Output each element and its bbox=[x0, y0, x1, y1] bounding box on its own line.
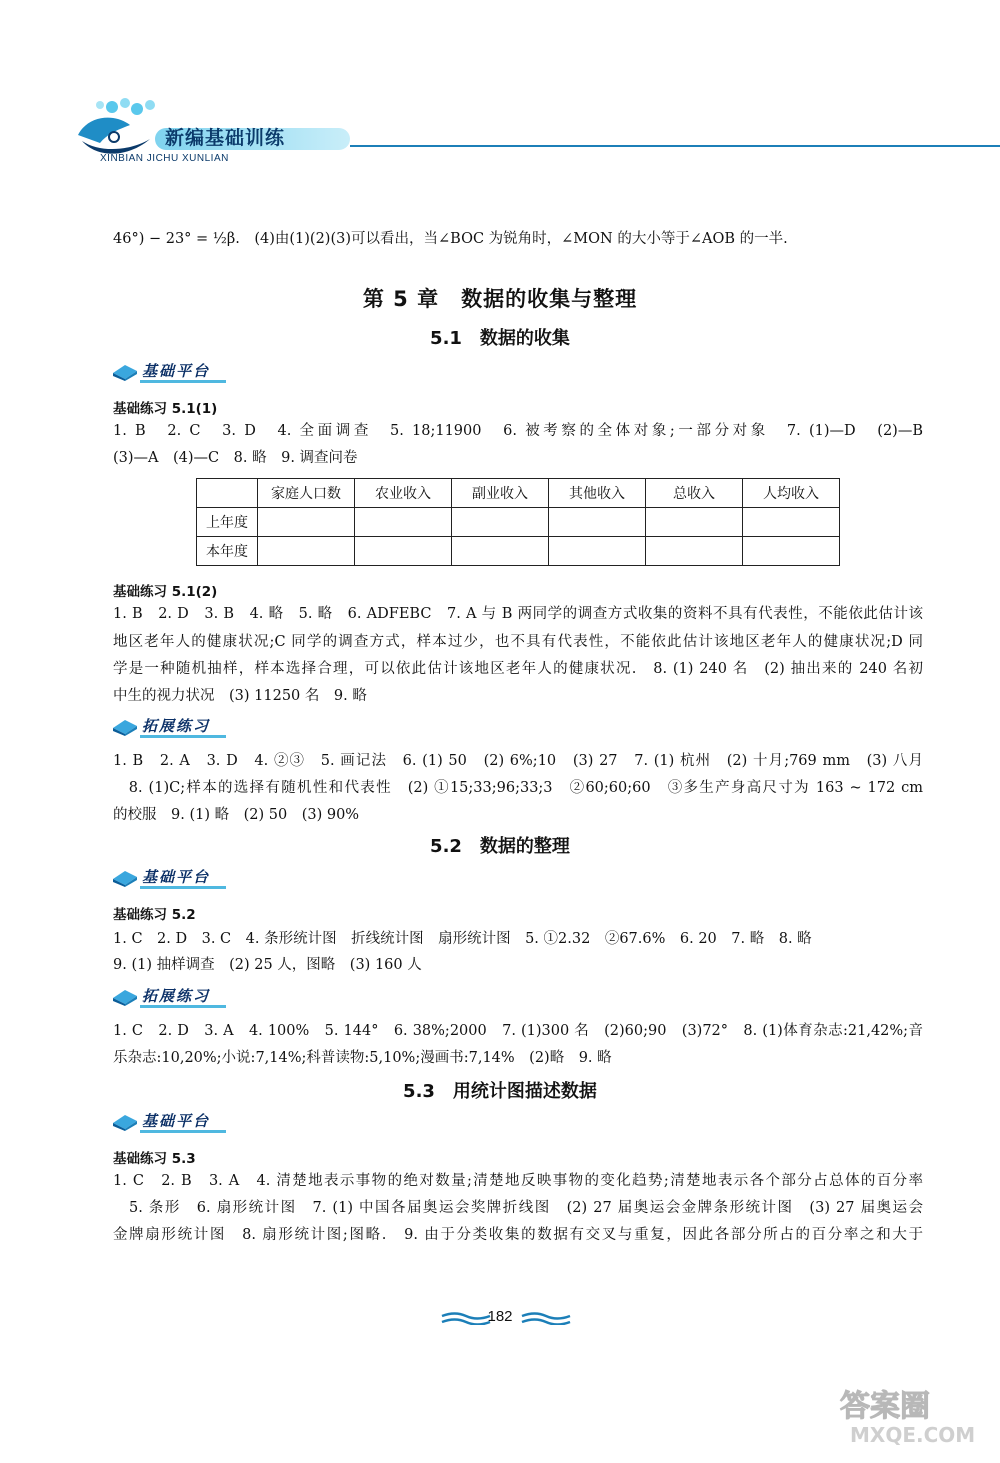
page-header bbox=[70, 95, 1000, 175]
header-rule bbox=[350, 145, 1000, 147]
table-header-row bbox=[197, 479, 840, 508]
book-icon bbox=[112, 361, 138, 381]
answer-line: 1. C 2. D 3. A 4. 100% 5. 144° 6. 38%;2000 7. (1)300 名 (2)60;90 (3)72° 8. (1)体育杂志:21,42%;音 bbox=[113, 1023, 923, 1039]
answer-line: 1. B 2. A 3. D 4. ②③ 5. 画记法 6. (1) 50 (2) 6%;10 (3) 27 7. (1) 杭州 (2) 十月;769 mm (3) 八月 bbox=[113, 753, 923, 769]
table-row-label: 本年度 bbox=[197, 537, 258, 566]
exercise-heading: 基础练习 5.1(1) bbox=[113, 401, 218, 417]
answer-line: 乐杂志:10,20%;小说:7,14%;科普读物:5,10%;漫画书:7,14% (2)略 9. 略 bbox=[113, 1050, 612, 1066]
survey-table bbox=[196, 478, 840, 566]
answer-line: (3)—A (4)—C 8. 略 9. 调查问卷 bbox=[113, 450, 358, 466]
answer-line: 中生的视力状况 (3) 11250 名 9. 略 bbox=[113, 688, 367, 704]
wave-right-icon bbox=[520, 1311, 572, 1325]
section-title-5-2: 5.2 数据的整理 bbox=[430, 836, 570, 857]
answer-line: 5. 条形 6. 扇形统计图 7. (1) 中国各届奥运会奖牌折线图 (2) 27 届奥运会金牌条形统计图 (3) 27 届奥运会 bbox=[113, 1200, 923, 1216]
table-header-cell: 家庭人口数 bbox=[258, 479, 355, 508]
watermark-logo bbox=[820, 1380, 980, 1450]
table-row bbox=[197, 508, 840, 537]
badge-underline bbox=[140, 1005, 226, 1008]
table-header-cell bbox=[197, 479, 258, 508]
continued-answer: 46°) − 23° = ½β. (4)由(1)(2)(3)可以看出，当∠BOC 为锐角时，∠MON 的大小等于∠AOB 的一半. bbox=[113, 231, 788, 247]
svg-text:MXQE.COM: MXQE.COM bbox=[850, 1423, 976, 1447]
series-title: 新编基础训练 bbox=[165, 127, 286, 149]
table-header-cell: 人均收入 bbox=[743, 479, 840, 508]
series-subtitle: XINBIAN JICHU XUNLIAN bbox=[100, 153, 229, 164]
exercise-heading: 基础练习 5.3 bbox=[113, 1151, 196, 1167]
table-header-cell: 农业收入 bbox=[355, 479, 452, 508]
answer-line: 9. (1) 抽样调查 (2) 25 人，图略 (3) 160 人 bbox=[113, 957, 422, 973]
book-icon bbox=[112, 716, 138, 736]
badge-label: 基础平台 bbox=[142, 1112, 211, 1130]
book-icon bbox=[112, 867, 138, 887]
exercise-heading: 基础练习 5.2 bbox=[113, 907, 196, 923]
chapter-title: 第 5 章 数据的收集与整理 bbox=[362, 287, 638, 311]
section-title-5-3: 5.3 用统计图描述数据 bbox=[403, 1081, 597, 1102]
answer-line: 地区老年人的健康状况;C 同学的调查方式，样本过少，也不具有代表性，不能依此估计该地区老年人的健康状况;D 同 bbox=[113, 634, 923, 650]
answer-line: 金牌扇形统计图 8. 扇形统计图;图略. 9. 由于分类收集的数据有交叉与重复，因此各部分所占的百分率之和大于 bbox=[113, 1227, 923, 1243]
page-number: 182 bbox=[487, 1308, 513, 1325]
badge-label: 拓展练习 bbox=[142, 987, 211, 1005]
badge-label: 拓展练习 bbox=[142, 717, 211, 735]
exercise-heading: 基础练习 5.1(2) bbox=[113, 584, 218, 600]
badge-underline bbox=[140, 1130, 226, 1133]
badge-label: 基础平台 bbox=[142, 868, 211, 886]
answer-line: 1. C 2. B 3. A 4. 清楚地表示事物的绝对数量;清楚地反映事物的变化趋势;清楚地表示各个部分占总体的百分率 bbox=[113, 1173, 923, 1189]
svg-text:答案圈: 答案圈 bbox=[840, 1389, 930, 1424]
book-icon bbox=[112, 1111, 138, 1131]
badge-underline bbox=[140, 380, 226, 383]
table-header-cell: 总收入 bbox=[646, 479, 743, 508]
answer-line: 8. (1)C;样本的选择有随机性和代表性 (2) ①15;33;96;33;3 ②60;60;60 ③多生产身高尺寸为 163 ~ 172 cm bbox=[113, 780, 923, 796]
section-title-5-1: 5.1 数据的收集 bbox=[430, 328, 570, 349]
answer-line: 1. C 2. D 3. C 4. 条形统计图 折线统计图 扇形统计图 5. ①2.32 ②67.6% 6. 20 7. 略 8. 略 bbox=[113, 931, 812, 947]
answer-line: 的校服 9. (1) 略 (2) 50 (3) 90% bbox=[113, 807, 360, 823]
answer-line: 1. B 2. C 3. D 4. 全面调查 5. 18;11900 6. 被考察的全体对象;一部分对象 7. (1)—D (2)—B bbox=[113, 423, 923, 439]
badge-underline bbox=[140, 735, 226, 738]
badge-label: 基础平台 bbox=[142, 362, 211, 380]
table-header-cell: 副业收入 bbox=[452, 479, 549, 508]
table-header-cell: 其他收入 bbox=[549, 479, 646, 508]
badge-underline bbox=[140, 886, 226, 889]
table-row bbox=[197, 537, 840, 566]
answer-line: 1. B 2. D 3. B 4. 略 5. 略 6. ADFEBC 7. A 与 B 两同学的调查方式收集的资料不具有代表性，不能依此估计该 bbox=[113, 606, 923, 622]
book-icon bbox=[112, 986, 138, 1006]
answer-line: 学是一种随机抽样，样本选择合理，可以依此估计该地区老年人的健康状况. 8. (1) 240 名 (2) 抽出来的 240 名初 bbox=[113, 661, 923, 677]
table-row-label: 上年度 bbox=[197, 508, 258, 537]
